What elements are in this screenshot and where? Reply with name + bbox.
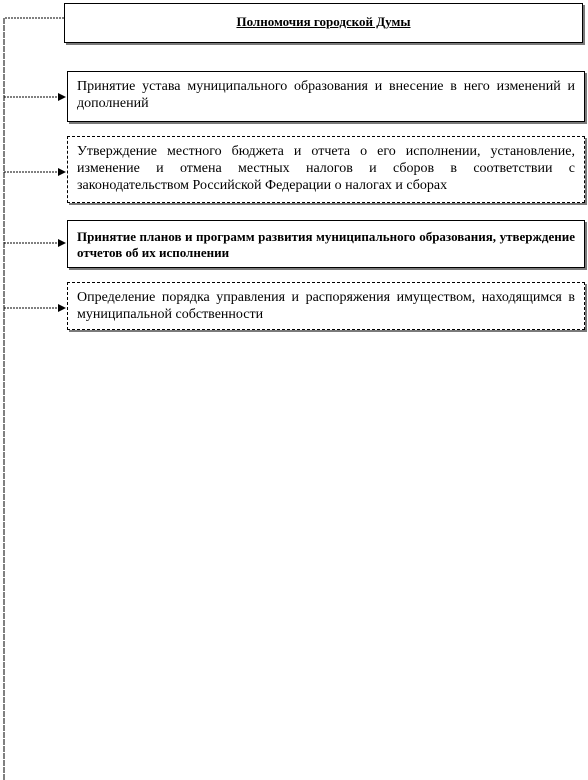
authority-item-text: Принятие планов и программ развития муниципального образования, утверждение отчетов об их исполнении xyxy=(77,229,575,260)
diagram-title-box xyxy=(64,3,583,43)
authority-item-text: Определение порядка управления и распоряжения имуществом, находящимся в муниципальной собственности xyxy=(77,290,575,322)
authority-item-text: Утверждение местного бюджета и отчета о его исполнении, установление, изменение и отмена местных налогов и сборов в соответствии с законодательством Российской Федерации о налогах и сборах xyxy=(77,144,575,193)
authority-item-4 xyxy=(67,282,585,330)
authority-item-2 xyxy=(67,136,585,203)
diagram-title: Полномочия городской Думы xyxy=(236,14,411,29)
authority-item-3 xyxy=(67,220,585,268)
authority-item-1 xyxy=(67,71,585,122)
authority-item-text: Принятие устава муниципального образования и внесение в него изменений и дополнений xyxy=(77,79,575,111)
